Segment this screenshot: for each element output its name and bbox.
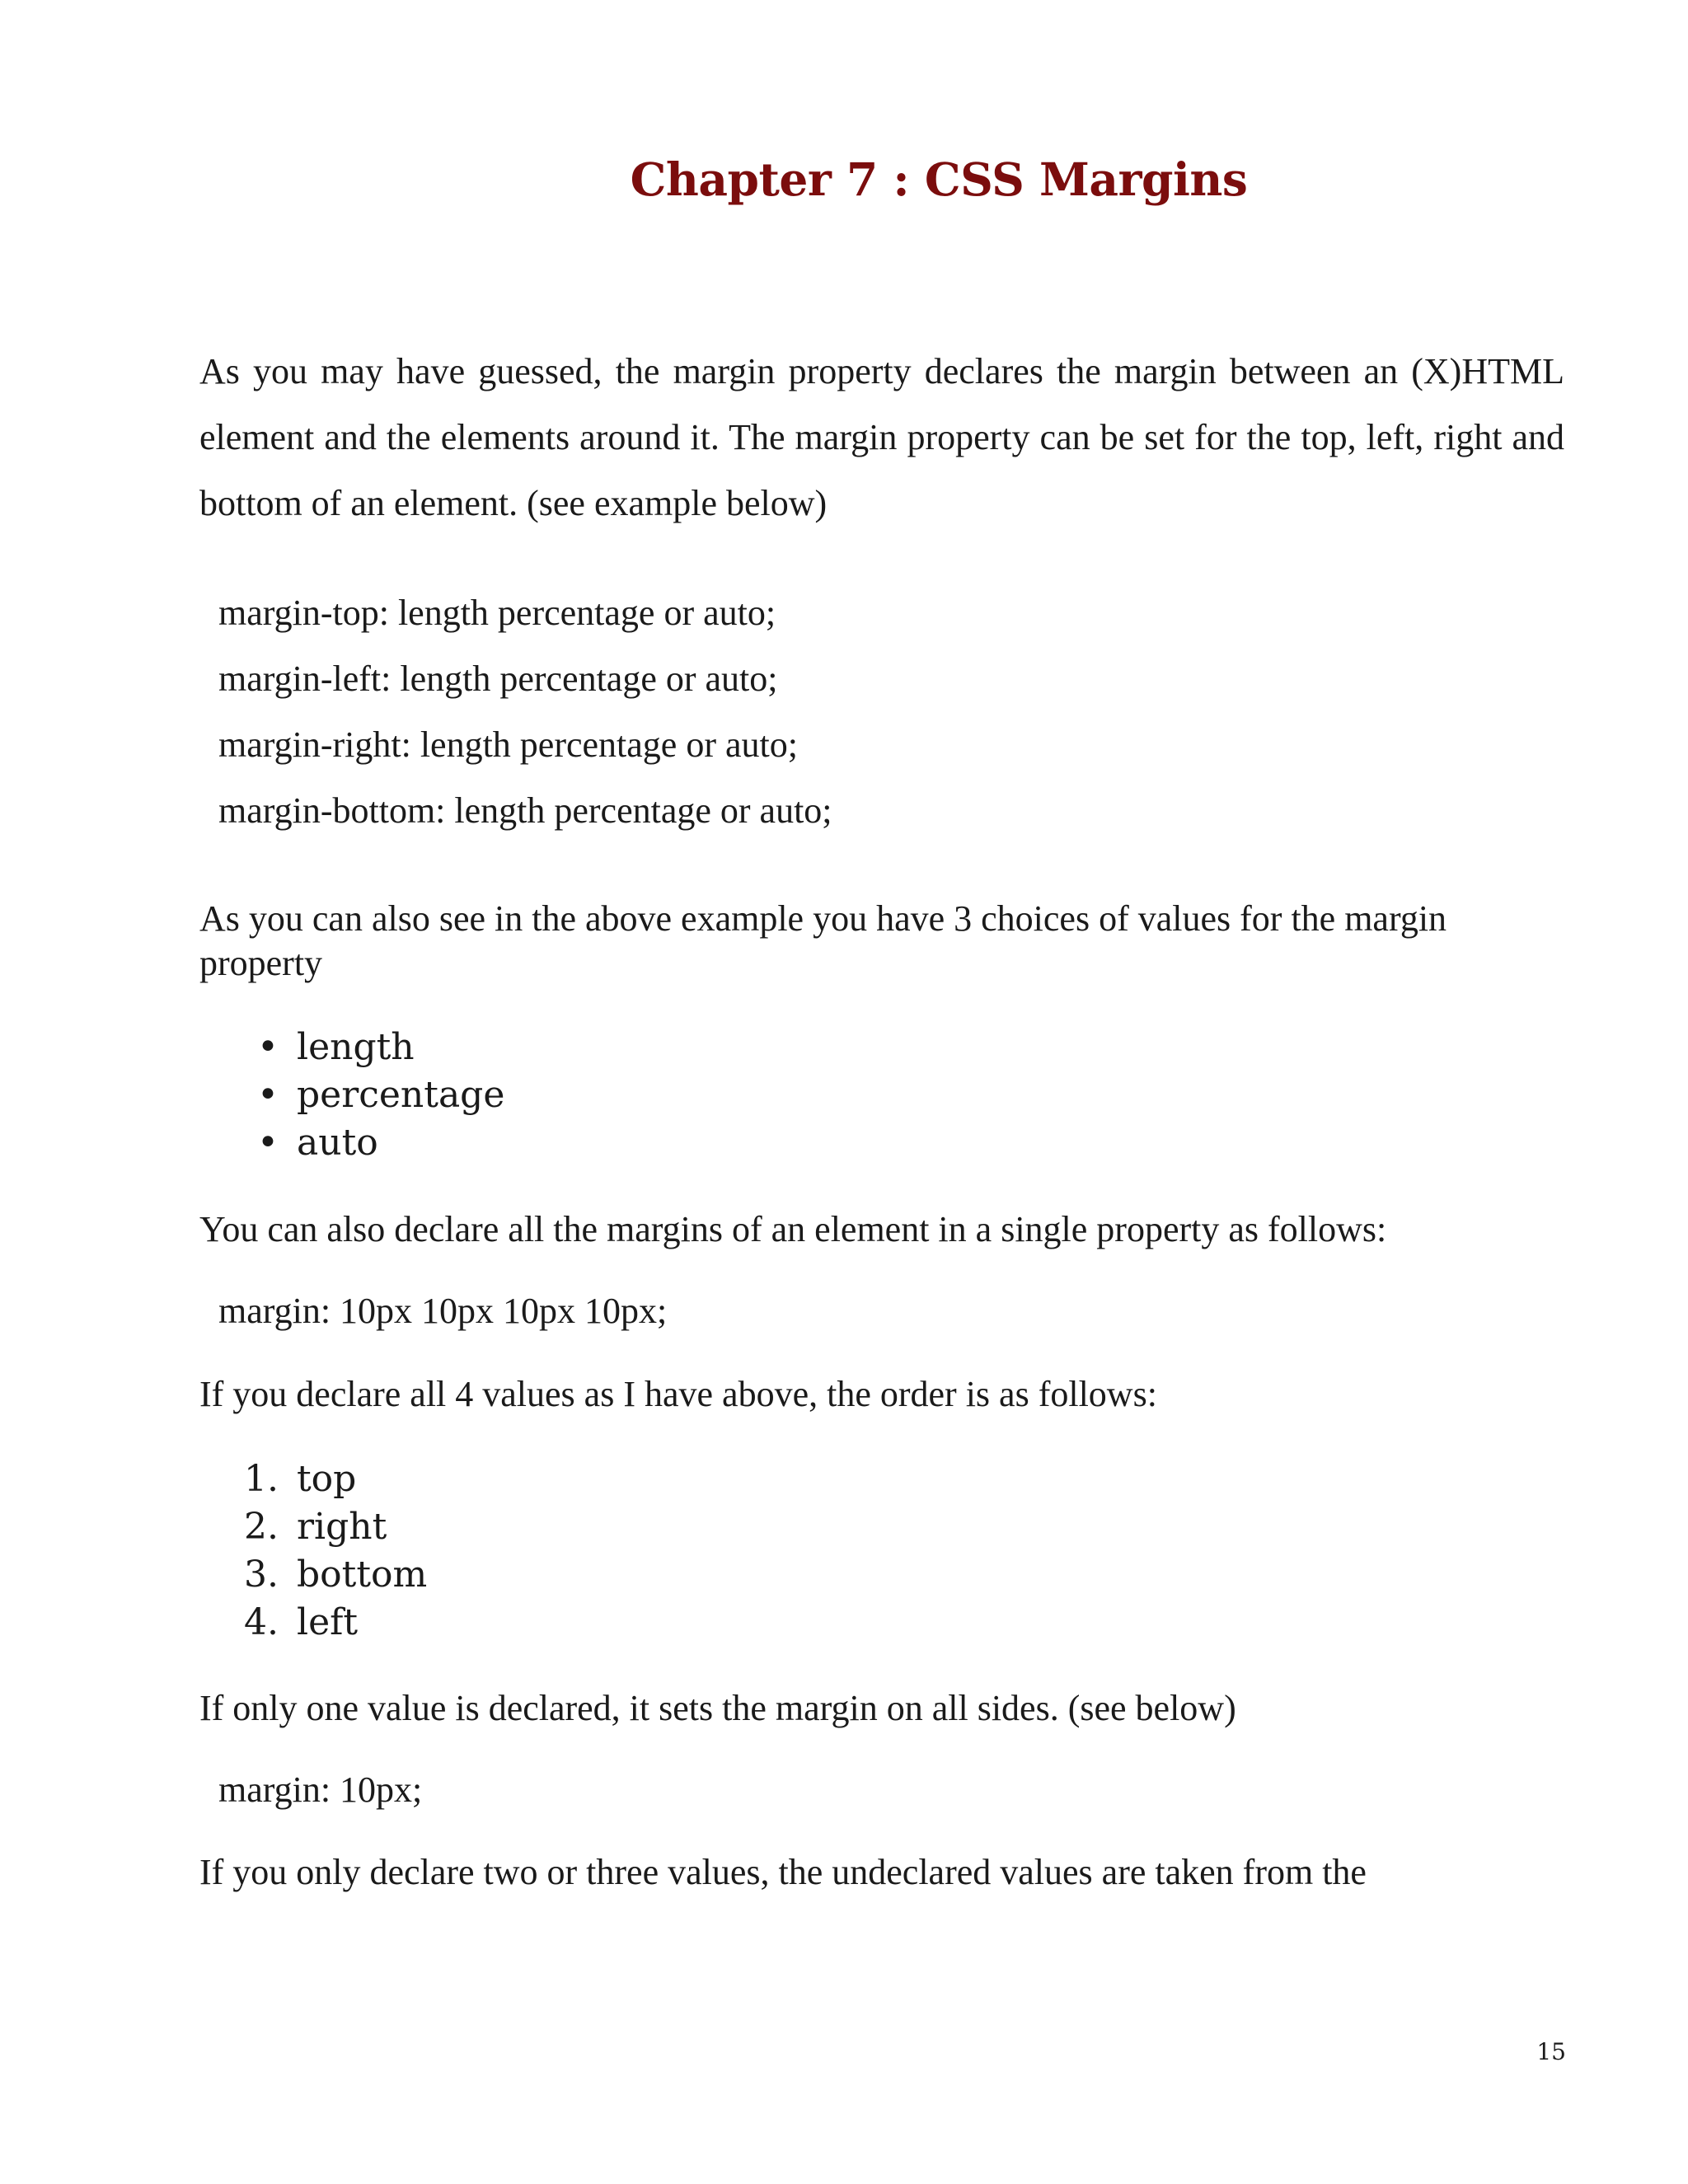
list-item-label: left (297, 1601, 359, 1643)
list-number: 4. (244, 1601, 279, 1643)
list-item (239, 1071, 504, 1119)
list-item (239, 1455, 427, 1503)
list-number: 1. (244, 1458, 279, 1500)
bullet-icon: • (257, 1026, 279, 1068)
list-item-label: length (297, 1026, 415, 1068)
list-item-label: right (297, 1506, 387, 1548)
chapter-title: Chapter 7 : CSS Margins (630, 152, 1248, 206)
bullet-icon: • (257, 1074, 279, 1116)
order-paragraph: If you declare all 4 values as I have above, the order is as follows: (199, 1374, 1157, 1414)
list-item (239, 1551, 427, 1599)
value-choices-list (239, 1024, 504, 1167)
list-item (239, 1503, 427, 1551)
list-item-label: bottom (297, 1554, 428, 1596)
intro-paragraph: As you may have guessed, the margin property declares the margin between an (X)HTML element and the elements around it. The margin property can be set for the top, left, right and bottom of an element. (see example below) (199, 351, 1564, 523)
code-line-margin-top: margin-top: length percentage or auto; (218, 593, 776, 633)
list-number: 2. (244, 1506, 279, 1548)
list-item-label: top (297, 1458, 357, 1500)
two-three-values-paragraph: If you only declare two or three values, the undeclared values are taken from the (199, 1852, 1367, 1892)
single-property-paragraph: You can also declare all the margins of an element in a single property as follows: (199, 1209, 1387, 1249)
one-value-paragraph: If only one value is declared, it sets the margin on all sides. (see below) (199, 1688, 1236, 1728)
order-list (239, 1455, 427, 1647)
code-line-margin-left: margin-left: length percentage or auto; (218, 658, 778, 699)
list-number: 3. (244, 1554, 279, 1596)
code-line-margin-single: margin: 10px; (218, 1769, 423, 1810)
code-line-margin-right: margin-right: length percentage or auto; (218, 724, 798, 765)
list-item-label: percentage (297, 1074, 505, 1116)
choices-paragraph: As you can also see in the above example you have 3 choices of values for the margin property (199, 898, 1447, 983)
list-item (239, 1024, 504, 1071)
code-line-margin-bottom: margin-bottom: length percentage or auto; (218, 790, 832, 831)
list-item (239, 1119, 504, 1167)
bullet-icon: • (257, 1122, 279, 1164)
page-number: 15 (1536, 2038, 1566, 2065)
code-line-margin-shorthand: margin: 10px 10px 10px 10px; (218, 1291, 668, 1331)
list-item-label: auto (297, 1122, 378, 1164)
list-item (239, 1599, 427, 1647)
